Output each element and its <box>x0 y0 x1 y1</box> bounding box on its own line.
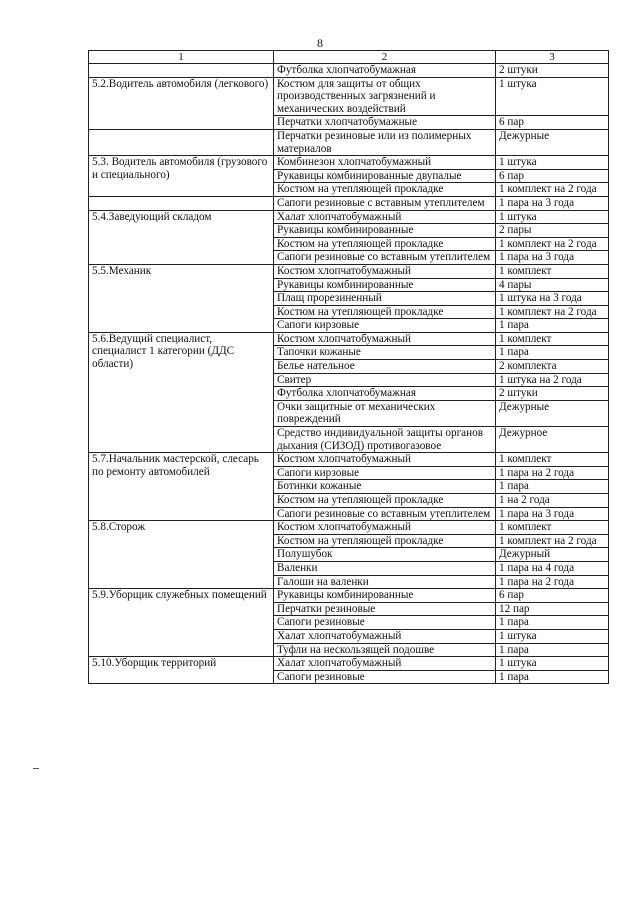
quantity-cell: 1 комплект на 2 года <box>496 183 609 197</box>
quantity-cell: 6 пар <box>496 169 609 183</box>
item-name-cell: Валенки <box>274 561 496 575</box>
item-name-cell: Очки защитные от механических повреждений <box>274 400 496 426</box>
quantity-cell: 1 пара <box>496 346 609 360</box>
table-row <box>89 156 609 170</box>
item-name-cell: Сапоги резиновые со вставным утеплителем <box>274 507 496 521</box>
table-row <box>89 129 609 155</box>
quantity-cell: 1 пара <box>496 319 609 333</box>
quantity-cell: 1 комплект на 2 года <box>496 237 609 251</box>
quantity-cell: 1 пара <box>496 670 609 684</box>
item-name-cell: Сапоги резиновые <box>274 616 496 630</box>
quantity-cell: 1 штука <box>496 156 609 170</box>
item-name-cell: Сапоги кирзовые <box>274 466 496 480</box>
quantity-cell: 2 комплекта <box>496 360 609 374</box>
item-name-cell: Костюм для защиты от общих производственных загрязнений и механических воздействий <box>274 77 496 116</box>
quantity-cell: 2 штуки <box>496 387 609 401</box>
margin-mark <box>33 768 39 769</box>
item-name-cell: Халат хлопчатобумажный <box>274 210 496 224</box>
item-name-cell: Средство индивидуальной защиты органов дыхания (СИЗОД) противогазовое <box>274 427 496 453</box>
position-cell: 5.4.Заведующий складом <box>89 210 274 264</box>
quantity-cell: 1 пара на 3 года <box>496 251 609 265</box>
item-name-cell: Сапоги резиновые со вставным утеплителем <box>274 251 496 265</box>
header-col-2: 2 <box>274 51 496 64</box>
table-row <box>89 521 609 535</box>
quantity-cell: 1 комплект <box>496 453 609 467</box>
item-name-cell: Ботинки кожаные <box>274 480 496 494</box>
header-col-1: 1 <box>89 51 274 64</box>
item-name-cell: Рукавицы комбинированные <box>274 278 496 292</box>
item-name-cell: Халат хлопчатобумажный <box>274 657 496 671</box>
item-name-cell: Комбинезон хлопчатобумажный <box>274 156 496 170</box>
item-name-cell: Плащ прорезиненный <box>274 292 496 306</box>
quantity-cell: 2 штуки <box>496 64 609 78</box>
table-row <box>89 332 609 346</box>
quantity-cell: 1 штука <box>496 657 609 671</box>
item-name-cell: Костюм на утепляющей прокладке <box>274 494 496 508</box>
item-name-cell: Тапочки кожаные <box>274 346 496 360</box>
quantity-cell: 6 пар <box>496 116 609 130</box>
quantity-cell: 1 на 2 года <box>496 494 609 508</box>
quantity-cell: 4 пары <box>496 278 609 292</box>
position-cell: 5.7.Начальник мастерской, слесарь по ремонту автомобилей <box>89 453 274 521</box>
quantity-cell: 6 пар <box>496 589 609 603</box>
table-row <box>89 210 609 224</box>
item-name-cell: Халат хлопчатобумажный <box>274 629 496 643</box>
item-name-cell: Рукавицы комбинированные двупалые <box>274 169 496 183</box>
quantity-cell: 2 пары <box>496 224 609 238</box>
table-row <box>89 264 609 278</box>
item-name-cell: Сапоги резиновые с вставным утеплителем <box>274 196 496 210</box>
position-cell <box>89 196 274 210</box>
quantity-cell: Дежурные <box>496 400 609 426</box>
position-cell: 5.9.Уборщик служебных помещений <box>89 589 274 657</box>
quantity-cell: 1 штука на 2 года <box>496 373 609 387</box>
quantity-cell: 1 пара на 2 года <box>496 466 609 480</box>
item-name-cell: Костюм на утепляющей прокладке <box>274 305 496 319</box>
item-name-cell: Белье нательное <box>274 360 496 374</box>
item-name-cell: Сапоги резиновые <box>274 670 496 684</box>
item-name-cell: Свитер <box>274 373 496 387</box>
quantity-cell: 1 пара на 3 года <box>496 196 609 210</box>
table-row <box>89 453 609 467</box>
position-cell: 5.10.Уборщик территорий <box>89 657 274 684</box>
item-name-cell: Костюм хлопчатобумажный <box>274 521 496 535</box>
table-row <box>89 589 609 603</box>
quantity-cell: 1 комплект <box>496 264 609 278</box>
quantity-cell: Дежурный <box>496 548 609 562</box>
table-row <box>89 196 609 210</box>
position-cell: 5.2.Водитель автомобиля (легкового) <box>89 77 274 129</box>
position-cell: 5.6.Ведущий специалист, специалист 1 категории (ДДС области) <box>89 332 274 452</box>
item-name-cell: Футболка хлопчатобумажная <box>274 64 496 78</box>
quantity-cell: 1 штука на 3 года <box>496 292 609 306</box>
header-col-3: 3 <box>496 51 609 64</box>
quantity-cell: 1 комплект <box>496 332 609 346</box>
item-name-cell: Перчатки резиновые <box>274 602 496 616</box>
table-row <box>89 657 609 671</box>
quantity-cell: 1 комплект <box>496 521 609 535</box>
quantity-cell: 12 пар <box>496 602 609 616</box>
item-name-cell: Футболка хлопчатобумажная <box>274 387 496 401</box>
quantity-cell: 1 комплект на 2 года <box>496 534 609 548</box>
page-number: 8 <box>317 36 323 50</box>
quantity-cell: 1 пара <box>496 616 609 630</box>
item-name-cell: Костюм на утепляющей прокладке <box>274 534 496 548</box>
position-cell: 5.3. Водитель автомобиля (грузового и специального) <box>89 156 274 197</box>
quantity-cell: 1 пара <box>496 480 609 494</box>
quantity-cell: 1 пара на 2 года <box>496 575 609 589</box>
item-name-cell: Костюм хлопчатобумажный <box>274 264 496 278</box>
item-name-cell: Перчатки резиновые или из полимерных материалов <box>274 129 496 155</box>
table-row <box>89 64 609 78</box>
protective-equipment-table <box>88 50 609 684</box>
item-name-cell: Перчатки хлопчатобумажные <box>274 116 496 130</box>
item-name-cell: Сапоги кирзовые <box>274 319 496 333</box>
quantity-cell: 1 пара <box>496 643 609 657</box>
item-name-cell: Костюм на утепляющей прокладке <box>274 183 496 197</box>
item-name-cell: Костюм на утепляющей прокладке <box>274 237 496 251</box>
position-cell: 5.8.Сторож <box>89 521 274 589</box>
quantity-cell: 1 комплект на 2 года <box>496 305 609 319</box>
item-name-cell: Галоши на валенки <box>274 575 496 589</box>
quantity-cell: 1 штука <box>496 77 609 116</box>
position-cell <box>89 129 274 155</box>
item-name-cell: Рукавицы комбинированные <box>274 589 496 603</box>
item-name-cell: Костюм хлопчатобумажный <box>274 332 496 346</box>
item-name-cell: Рукавицы комбинированные <box>274 224 496 238</box>
quantity-cell: 1 пара на 3 года <box>496 507 609 521</box>
quantity-cell: 1 штука <box>496 210 609 224</box>
quantity-cell: Дежурное <box>496 427 609 453</box>
item-name-cell: Полушубок <box>274 548 496 562</box>
item-name-cell: Костюм хлопчатобумажный <box>274 453 496 467</box>
position-cell: 5.5.Механик <box>89 264 274 332</box>
quantity-cell: Дежурные <box>496 129 609 155</box>
position-cell <box>89 64 274 78</box>
quantity-cell: 1 пара на 4 года <box>496 561 609 575</box>
quantity-cell: 1 штука <box>496 629 609 643</box>
table-row <box>89 77 609 116</box>
item-name-cell: Туфли на нескользящей подошве <box>274 643 496 657</box>
table-header-row <box>89 51 609 64</box>
